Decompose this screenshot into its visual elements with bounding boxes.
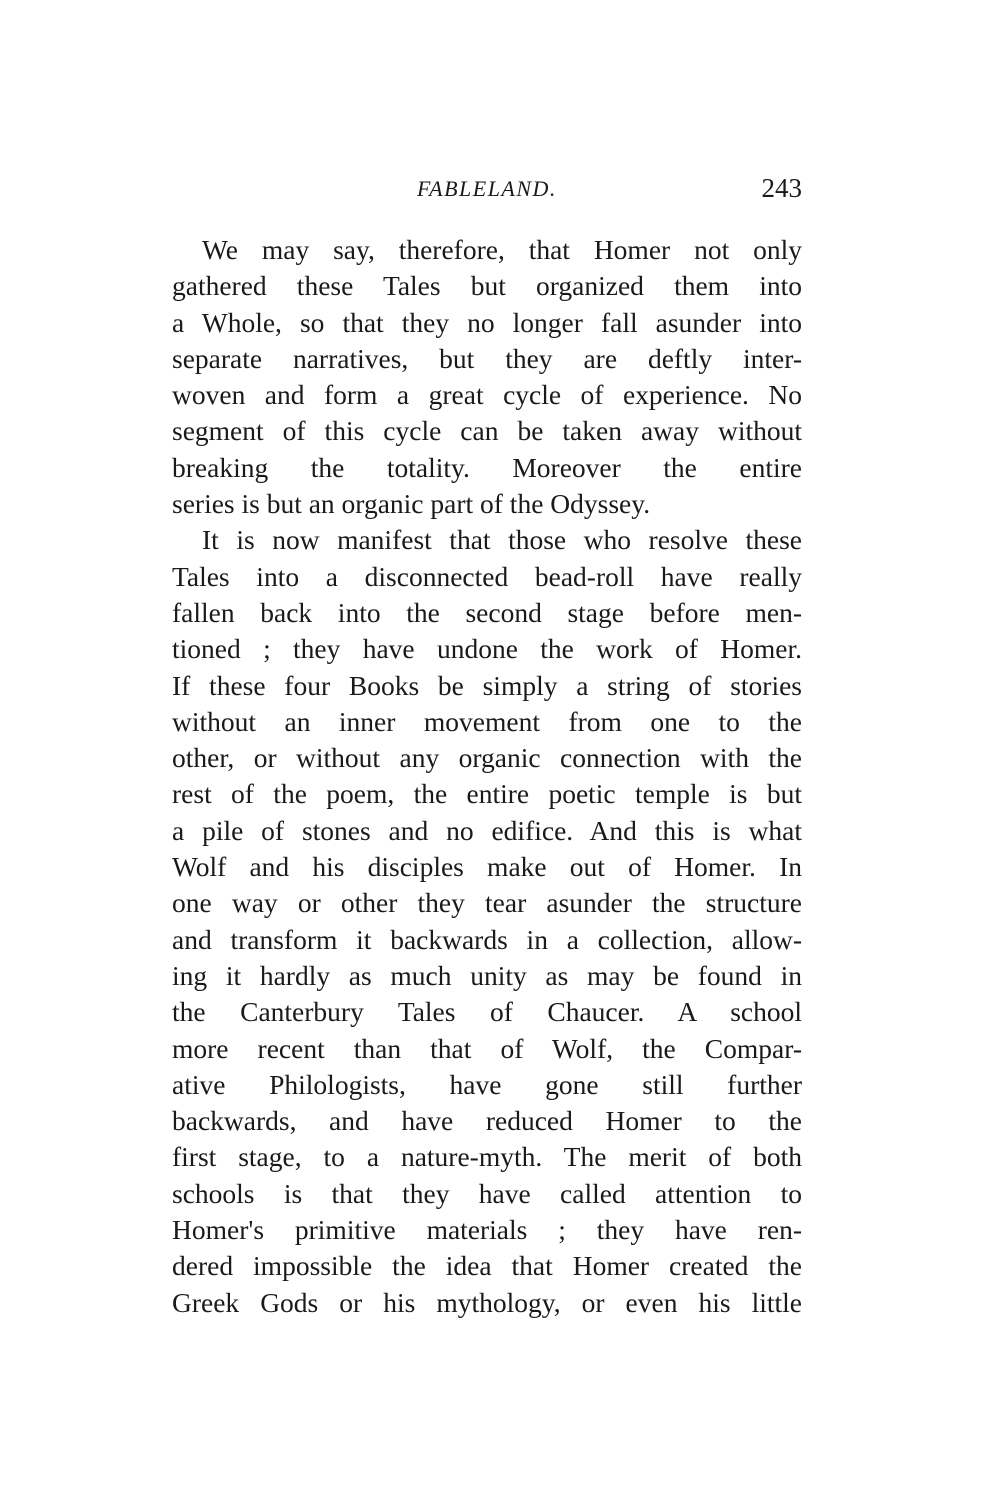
running-head <box>172 173 802 212</box>
page-number: 243 <box>761 173 802 203</box>
body-text <box>172 232 802 1321</box>
text-line: We may say, therefore, that Homer not only <box>202 234 802 265</box>
text-line: ing it hardly as much unity as may be found in <box>172 959 802 991</box>
text-line: tioned ; they have undone the work of Homer. <box>172 633 802 665</box>
text-line: one way or other they tear asunder the structure <box>172 887 802 919</box>
text-line: backwards, and have reduced Homer to the <box>172 1105 802 1137</box>
text-line: Greek Gods or his mythology, or even his little <box>172 1286 802 1318</box>
text-line: a pile of stones and no edifice. And this is what <box>172 814 802 846</box>
text-line: ative Philologists, have gone still further <box>172 1068 802 1100</box>
text-line: rest of the poem, the entire poetic temple is but <box>172 778 802 810</box>
text-line: other, or without any organic connection with the <box>172 742 802 774</box>
text-line: without an inner movement from one to the <box>172 705 802 737</box>
text-line: more recent than that of Wolf, the Compar- <box>172 1032 802 1064</box>
text-line: dered impossible the idea that Homer created the <box>172 1250 802 1282</box>
text-line: breaking the totality. Moreover the entire <box>172 451 802 483</box>
text-line: It is now manifest that those who resolve these <box>202 524 802 556</box>
text-line: a Whole, so that they no longer fall asunder into <box>172 306 802 338</box>
text-line: Tales into a disconnected bead-roll have really <box>172 560 802 592</box>
text-line: Wolf and his disciples make out of Homer. In <box>172 851 802 883</box>
text-line: series is but an organic part of the Odyssey. <box>172 488 651 520</box>
text-line: separate narratives, but they are deftly inter- <box>172 342 802 374</box>
text-line: fallen back into the second stage before men- <box>172 596 802 628</box>
text-line: Homer's primitive materials ; they have ren- <box>172 1214 802 1246</box>
text-line: segment of this cycle can be taken away without <box>172 415 802 447</box>
running-title: FABLELAND. <box>417 176 557 201</box>
text-line: gathered these Tales but organized them into <box>172 270 802 302</box>
text-line: If these four Books be simply a string of stories <box>172 669 802 701</box>
text-line: schools is that they have called attention to <box>172 1177 802 1209</box>
text-line: woven and form a great cycle of experience. No <box>172 379 802 411</box>
text-line: and transform it backwards in a collection, allow- <box>172 923 802 955</box>
text-line: the Canterbury Tales of Chaucer. A school <box>172 996 802 1028</box>
text-line: first stage, to a nature-myth. The merit of both <box>172 1141 802 1173</box>
